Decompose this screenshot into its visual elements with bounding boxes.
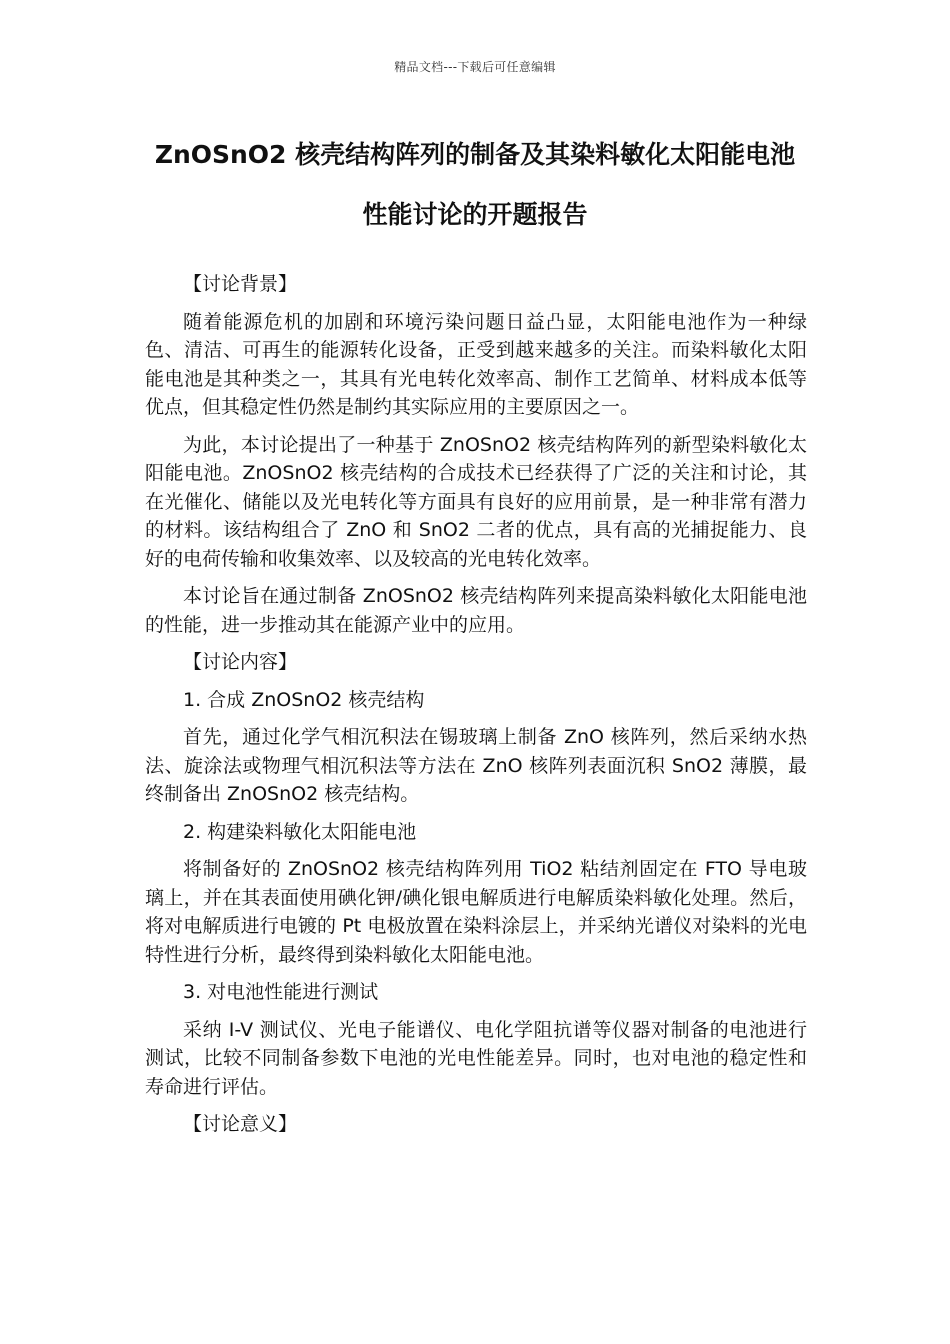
item-3-text: 采纳 I-V 测试仪、光电子能谱仪、电化学阻抗谱等仪器对制备的电池进行测试，比较不同制备参数下电池的光电性能差异。同时，也对电池的稳定性和寿命进行评估。 (145, 1018, 807, 1098)
item-1-text: 首先，通过化学气相沉积法在锡玻璃上制备 ZnO 核阵列，然后采纳水热法、旋涂法或物理气相沉积法等方法在 ZnO 核阵列表面沉积 SnO2 薄膜，最终制备出 ZnOSnO2 核壳结构。 (145, 726, 807, 805)
item-1-heading: 1. 合成 ZnOSnO2 核壳结构 (183, 688, 425, 711)
section-heading-significance: 【讨论意义】 (183, 1113, 298, 1135)
document-title: ZnOSnO2 核壳结构阵列的制备及其染料敏化太阳能电池性能讨论的开题报告 (154, 140, 796, 229)
header-note: 精品文档---下载后可任意编辑 (394, 60, 556, 74)
item-2-heading: 2. 构建染料敏化太阳能电池 (183, 820, 417, 843)
document-body (145, 270, 807, 1148)
section-heading-content: 【讨论内容】 (183, 651, 298, 673)
item-2-text: 将制备好的 ZnOSnO2 核壳结构阵列用 TiO2 粘结剂固定在 FTO 导电玻璃上，并在其表面使用碘化钾/碘化银电解质进行电解质染料敏化处理。然后，将对电解质进行电镀的 Pt 电极放置在染料涂层上，并采纳光谱仪对染料的光电特性进行分析，最终得到染料敏化太阳能电池。 (145, 858, 807, 966)
item-3-heading: 3. 对电池性能进行测试 (183, 981, 379, 1003)
paragraph-background-2: 为此，本讨论提出了一种基于 ZnOSnO2 核壳结构阵列的新型染料敏化太阳能电池。ZnOSnO2 核壳结构的合成技术已经获得了广泛的关注和讨论，其在光催化、储能以及光电转化等方面具有良好的应用前景，是一种非常有潜力的材料。该结构组合了 ZnO 和 SnO2 二者的优点，具有高的光捕捉能力、良好的电荷传输和收集效率、以及较高的光电转化效率。 (145, 433, 807, 570)
section-heading-background: 【讨论背景】 (183, 273, 298, 295)
paragraph-background-3: 本讨论旨在通过制备 ZnOSnO2 核壳结构阵列来提高染料敏化太阳能电池的性能，进一步推动其在能源产业中的应用。 (145, 585, 807, 636)
paragraph-background-1: 随着能源危机的加剧和环境污染问题日益凸显，太阳能电池作为一种绿色、清洁、可再生的能源转化设备，正受到越来越多的关注。而染料敏化太阳能电池是其种类之一，其具有光电转化效率高、制作工艺简单、材料成本低等优点，但其稳定性仍然是制约其实际应用的主要原因之一。 (145, 310, 807, 418)
